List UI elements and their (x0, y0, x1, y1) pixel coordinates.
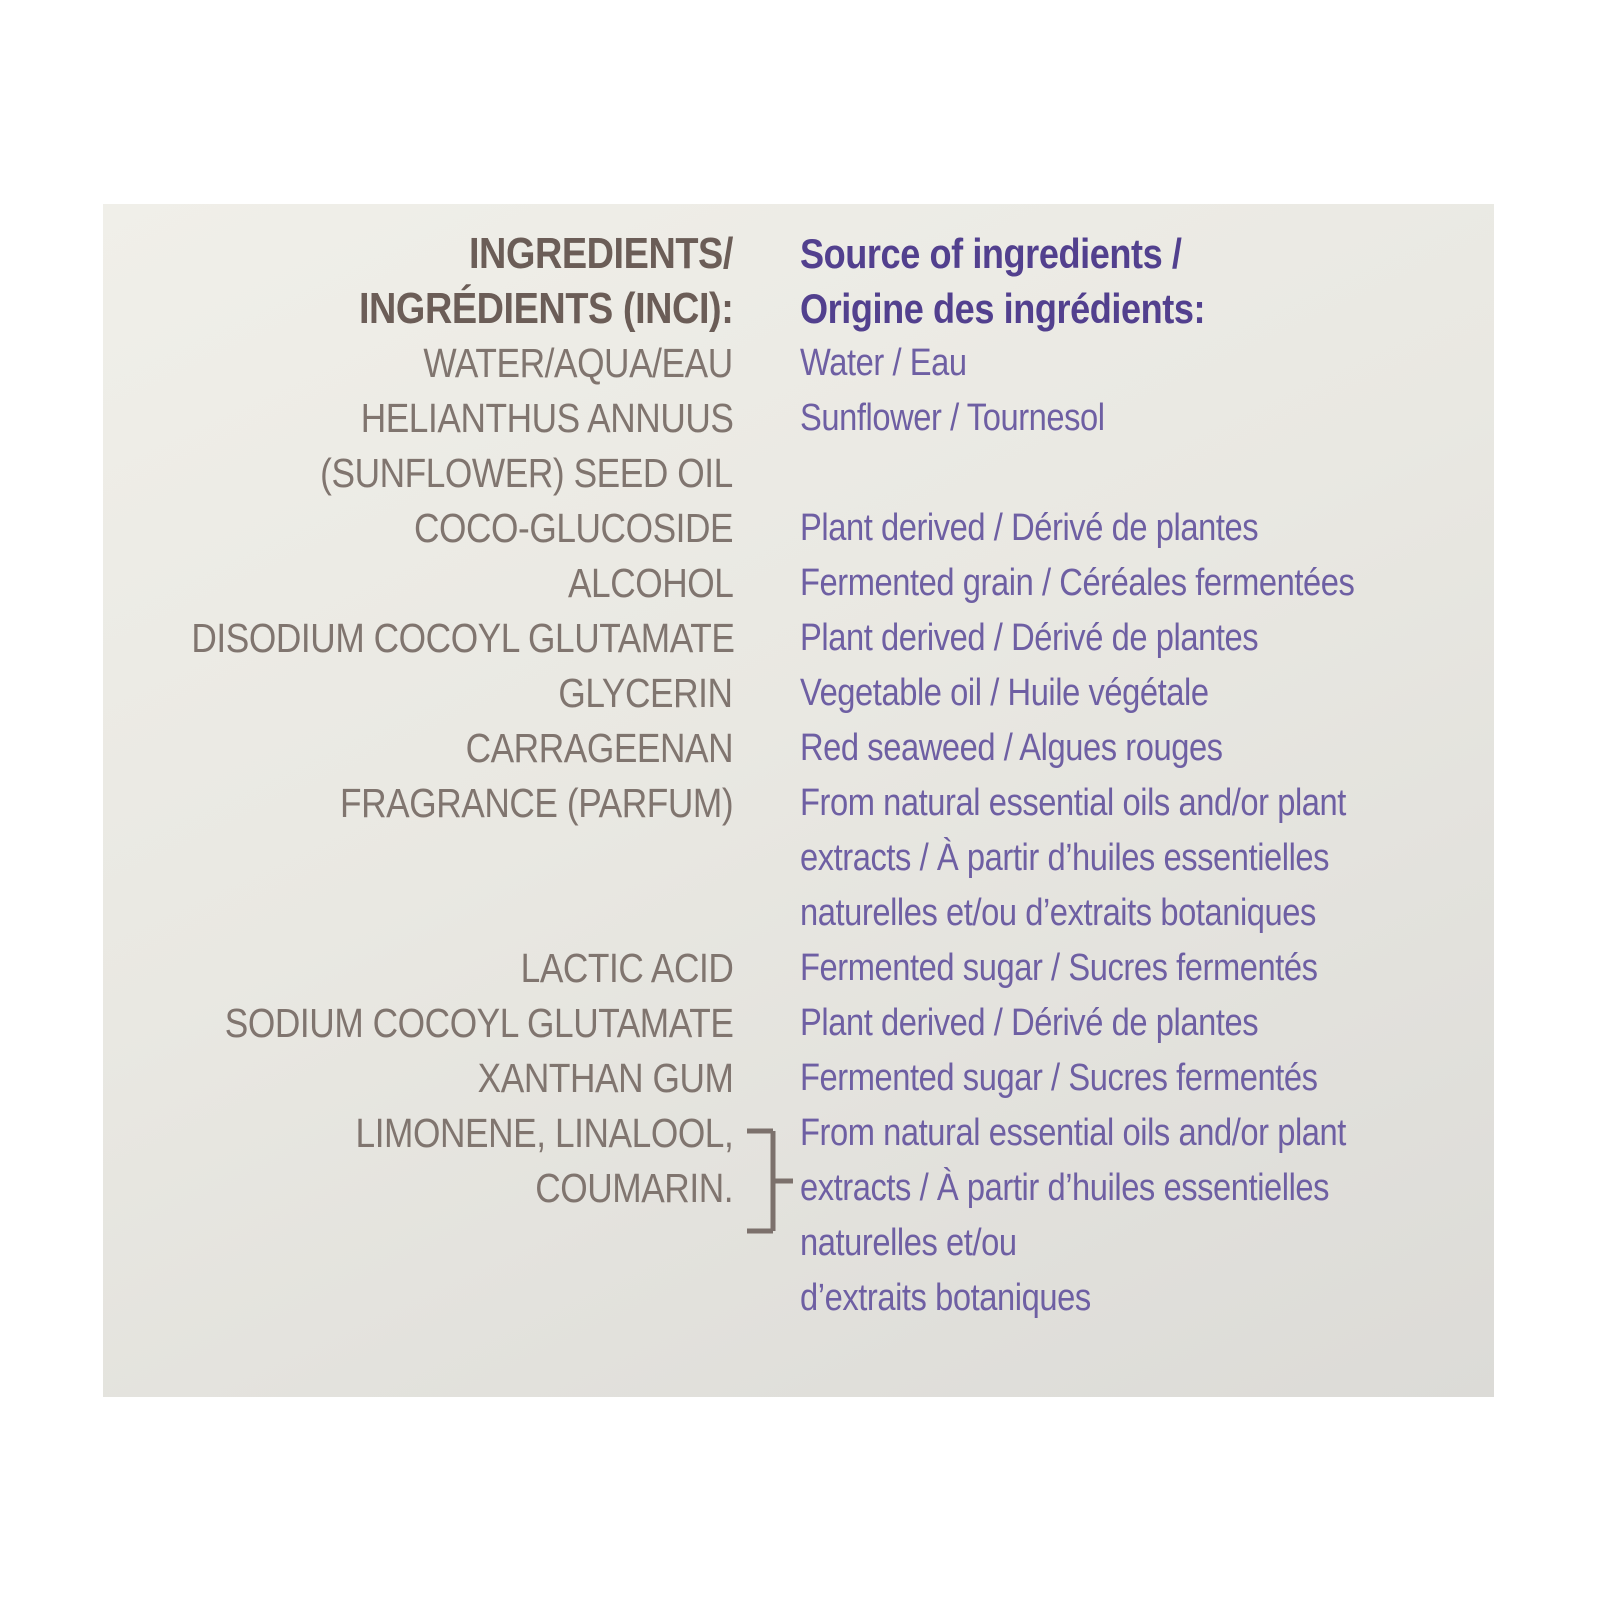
ingredient-row (103, 501, 1494, 556)
ingredient-name-cell (103, 226, 733, 281)
ingredient-source-cell (800, 446, 1494, 501)
ingredient-row (103, 446, 1494, 501)
ingredient-source-cell (800, 611, 1494, 666)
ingredient-row (103, 831, 1494, 886)
ingredient-source-cell (800, 1106, 1494, 1161)
ingredient-source-cell (800, 1051, 1494, 1106)
ingredient-name-cell (103, 446, 733, 501)
ingredient-name-cell (103, 1106, 733, 1161)
ingredient-name: GLYCERIN (558, 670, 733, 716)
ingredient-name: INGREDIENTS/ (469, 229, 733, 278)
ingredient-source: Fermented grain / Céréales fermentées (800, 562, 1355, 604)
ingredient-name: COCO-GLUCOSIDE (413, 505, 733, 551)
ingredient-source-cell (800, 1161, 1494, 1216)
ingredient-row (103, 281, 1494, 336)
ingredient-source-cell (800, 941, 1494, 996)
ingredient-name: DISODIUM COCOYL GLUTAMATE (191, 615, 735, 661)
ingredient-source: Plant derived / Dérivé de plantes (800, 617, 1259, 659)
ingredient-row (103, 336, 1494, 391)
ingredient-source-cell (800, 721, 1494, 776)
ingredient-name-cell (103, 886, 733, 941)
ingredient-name: SODIUM COCOYL GLUTAMATE (224, 1000, 733, 1046)
ingredient-row (103, 886, 1494, 941)
ingredient-source: naturelles et/ou d’extraits botaniques (800, 892, 1316, 934)
ingredient-name-cell (103, 501, 733, 556)
ingredient-source-cell (800, 776, 1494, 831)
ingredient-name: HELIANTHUS ANNUUS (360, 395, 733, 441)
ingredient-name-cell (103, 281, 733, 336)
ingredient-name: FRAGRANCE (PARFUM) (339, 780, 733, 826)
ingredient-name: INGRÉDIENTS (INCI): (358, 284, 733, 333)
ingredient-row (103, 666, 1494, 721)
ingredient-source-cell (800, 226, 1494, 281)
ingredient-name-cell (103, 996, 733, 1051)
grouping-bracket (735, 1125, 797, 1237)
ingredient-name: LACTIC ACID (520, 945, 733, 991)
ingredient-row (103, 1271, 1494, 1326)
ingredient-name-cell (103, 1051, 733, 1106)
ingredient-name-cell (103, 1271, 733, 1326)
ingredient-name: WATER/AQUA/EAU (423, 340, 733, 386)
ingredient-source: Fermented sugar / Sucres fermentés (800, 947, 1318, 989)
ingredient-name-cell (103, 391, 733, 446)
ingredient-row (103, 556, 1494, 611)
ingredient-source: Sunflower / Tournesol (800, 397, 1105, 439)
ingredient-row (103, 941, 1494, 996)
ingredient-source-cell (800, 996, 1494, 1051)
ingredient-row (103, 391, 1494, 446)
ingredient-name-cell (103, 1216, 733, 1271)
ingredient-row (103, 1216, 1494, 1271)
ingredient-name-cell (103, 336, 733, 391)
ingredient-source: Water / Eau (800, 342, 967, 384)
ingredient-source: Plant derived / Dérivé de plantes (800, 507, 1259, 549)
ingredient-source: naturelles et/ou (800, 1222, 1017, 1264)
ingredient-name-cell (103, 1161, 733, 1216)
ingredient-source: From natural essential oils and/or plant (800, 782, 1346, 824)
ingredient-source-cell (800, 281, 1494, 336)
ingredient-name-cell (103, 556, 733, 611)
ingredient-source: d’extraits botaniques (800, 1277, 1091, 1319)
ingredient-name-cell (103, 776, 733, 831)
ingredient-source: Source of ingredients / (800, 230, 1182, 277)
ingredient-name-cell (103, 666, 733, 721)
ingredient-source-cell (800, 336, 1494, 391)
ingredient-source: Red seaweed / Algues rouges (800, 727, 1223, 769)
ingredient-source: Origine des ingrédients: (800, 285, 1206, 332)
ingredient-source: extracts / À partir d’huiles essentielles (800, 837, 1330, 879)
ingredient-source: extracts / À partir d’huiles essentielles (800, 1167, 1330, 1209)
ingredient-source: Plant derived / Dérivé de plantes (800, 1002, 1259, 1044)
ingredient-source-cell (800, 886, 1494, 941)
ingredient-source-cell (800, 1216, 1494, 1271)
ingredient-source: Fermented sugar / Sucres fermentés (800, 1057, 1318, 1099)
ingredient-name: CARRAGEENAN (465, 725, 733, 771)
ingredient-row (103, 226, 1494, 281)
ingredient-name-cell (103, 721, 733, 776)
ingredient-source: From natural essential oils and/or plant (800, 1112, 1346, 1154)
ingredient-source-cell (800, 556, 1494, 611)
ingredient-source: Vegetable oil / Huile végétale (800, 672, 1209, 714)
ingredient-row (103, 1051, 1494, 1106)
ingredients-label-panel (103, 204, 1494, 1397)
ingredient-name: LIMONENE, LINALOOL, (355, 1110, 733, 1156)
ingredient-row (103, 721, 1494, 776)
ingredient-source-cell (800, 501, 1494, 556)
ingredient-source-cell (800, 391, 1494, 446)
ingredient-row (103, 996, 1494, 1051)
ingredient-source-cell (800, 831, 1494, 886)
ingredient-source-cell (800, 1271, 1494, 1326)
ingredient-row (103, 611, 1494, 666)
ingredient-name: COUMARIN. (535, 1165, 733, 1211)
ingredient-row (103, 1161, 1494, 1216)
ingredient-name-cell (103, 831, 733, 886)
ingredient-name: XANTHAN GUM (477, 1055, 733, 1101)
ingredient-row (103, 776, 1494, 831)
ingredient-source-cell (800, 666, 1494, 721)
ingredient-name: ALCOHOL (567, 560, 733, 606)
ingredient-row (103, 1106, 1494, 1161)
ingredient-name-cell (103, 941, 733, 996)
ingredient-name: (SUNFLOWER) SEED OIL (320, 450, 733, 496)
ingredient-name-cell (103, 611, 733, 666)
ingredients-table (103, 226, 1494, 1326)
